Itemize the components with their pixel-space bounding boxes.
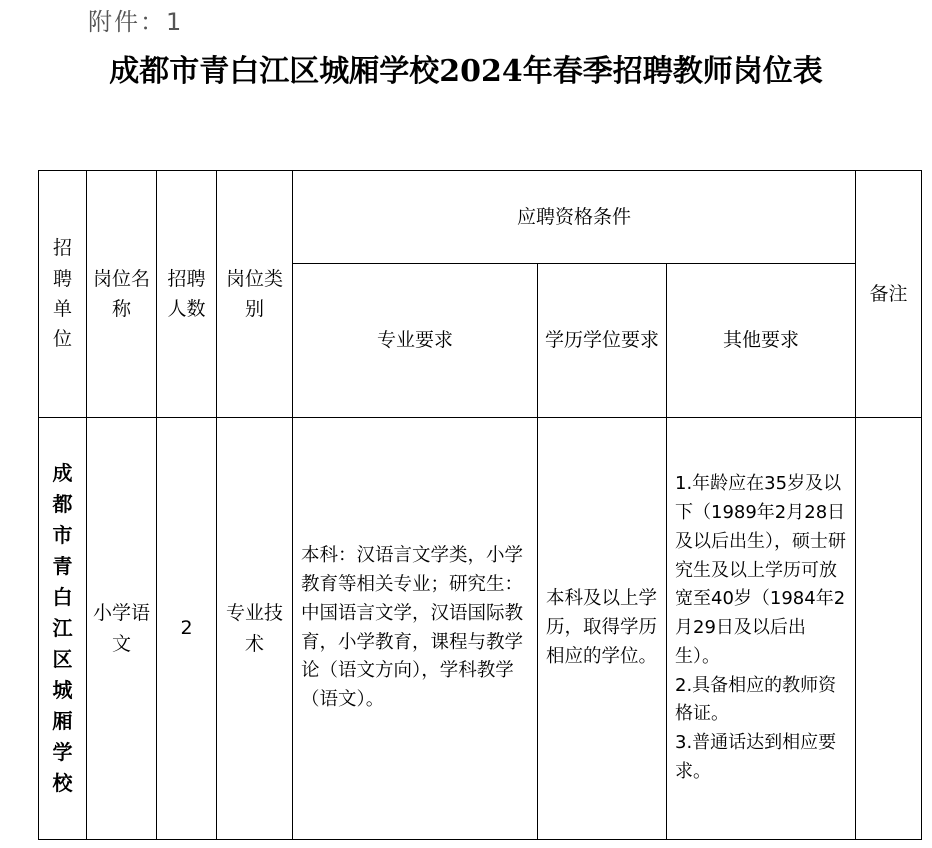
header-position-name-label: 岗位名称: [93, 267, 151, 320]
other-requirement-2: 2.具备相应的教师资格证。: [675, 674, 837, 725]
header-position-name: [87, 171, 157, 418]
cell-recruit-count: [157, 418, 217, 840]
page-title: 成都市青白江区城厢学校2024年春季招聘教师岗位表: [109, 54, 823, 89]
header-unit: [39, 171, 87, 418]
header-position-category: [217, 171, 293, 418]
other-requirement-3: 3.普通话达到相应要求。: [675, 732, 837, 783]
cell-unit: [39, 418, 87, 840]
header-major: [293, 264, 538, 418]
header-remarks-label: 备注: [869, 282, 908, 305]
cell-position-category: [217, 418, 293, 840]
attachment-label: 附件：1: [88, 8, 184, 36]
header-remarks: [856, 171, 922, 418]
cell-recruit-count-text: 2: [180, 617, 193, 640]
header-other-label: 其他要求: [723, 329, 800, 352]
header-unit-label: 招聘单位: [52, 237, 72, 351]
header-recruit-count: [157, 171, 217, 418]
cell-position-name-text: 小学语文: [93, 602, 151, 655]
cell-unit-text: 成都市青白江区城厢学校: [52, 460, 73, 795]
header-major-label: 专业要求: [376, 329, 453, 352]
header-recruit-count-label: 招聘人数: [167, 267, 206, 320]
header-education: [538, 264, 667, 418]
header-qualifications-label: 应聘资格条件: [517, 205, 632, 228]
cell-remarks: [856, 418, 922, 840]
cell-other: [667, 418, 856, 840]
cell-education-text: 本科及以上学历，取得学历相应的学位。: [546, 588, 658, 667]
cell-education: [538, 418, 667, 840]
cell-major: [293, 418, 538, 840]
recruitment-table: [38, 170, 922, 840]
cell-major-text: 本科：汉语言文学类，小学教育等相关专业；研究生：中国语言文学，汉语国际教育，小学教育，课程与教学论（语文方向），学科教学（语文）。: [301, 545, 524, 710]
header-other: [667, 264, 856, 418]
cell-position-category-text: 专业技术: [225, 602, 283, 655]
header-education-label: 学历学位要求: [544, 329, 659, 352]
other-requirement-1: 1.年龄应在35岁及以下（1989年2月28日及以后出生），硕士研究生及以上学历可放宽至40岁（1984年2月29日及以后出生）。: [675, 473, 846, 667]
table-row: [39, 418, 922, 840]
cell-position-name: [87, 418, 157, 840]
header-position-category-label: 岗位类别: [225, 267, 283, 320]
header-qualifications: [293, 171, 856, 264]
header-row-1: [39, 171, 922, 264]
